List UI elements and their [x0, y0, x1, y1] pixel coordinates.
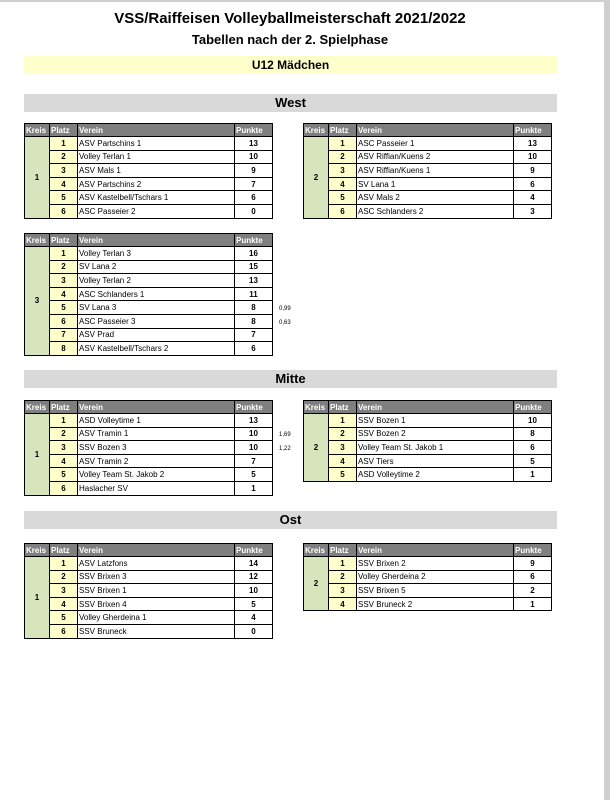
column-header-verein: Verein [357, 124, 514, 137]
column-header-kreis: Kreis [25, 401, 50, 414]
verein-cell: SSV Brixen 1 [78, 584, 235, 598]
table-row [304, 137, 552, 151]
column-header-platz: Platz [50, 234, 78, 247]
verein-cell: ASV Kastelbell/Tschars 1 [78, 191, 235, 205]
verein-cell: SSV Bozen 1 [357, 414, 514, 428]
tiebreak-note: 1,69 [279, 432, 291, 438]
punkte-cell: 8 [235, 301, 273, 315]
platz-cell: 6 [50, 314, 78, 328]
punkte-cell: 0 [235, 624, 273, 638]
platz-cell: 2 [50, 427, 78, 441]
table-row [304, 191, 552, 205]
punkte-cell: 16 [235, 247, 273, 261]
table-row [304, 454, 552, 468]
platz-cell: 4 [329, 597, 357, 611]
punkte-cell: 10 [514, 414, 552, 428]
column-header-verein: Verein [78, 401, 235, 414]
platz-cell: 5 [50, 301, 78, 315]
platz-cell: 5 [50, 468, 78, 482]
punkte-cell: 9 [235, 164, 273, 178]
platz-cell: 4 [50, 177, 78, 191]
punkte-cell: 13 [235, 137, 273, 151]
table-row [304, 597, 552, 611]
verein-cell: SSV Brixen 2 [357, 557, 514, 571]
kreis-cell: 1 [25, 557, 50, 639]
column-header-platz: Platz [50, 401, 78, 414]
table-row [304, 150, 552, 164]
verein-cell: SV Lana 1 [357, 177, 514, 191]
punkte-cell: 6 [514, 441, 552, 455]
table-header-row [25, 401, 273, 414]
platz-cell: 1 [50, 557, 78, 571]
region-header-west: West [24, 94, 557, 112]
verein-cell: ASV Riffian/Kuens 2 [357, 150, 514, 164]
standings-table [24, 543, 273, 639]
table-row [25, 441, 273, 455]
verein-cell: SSV Bruneck 2 [357, 597, 514, 611]
verein-cell: SSV Bozen 3 [78, 441, 235, 455]
platz-cell: 3 [50, 164, 78, 178]
platz-cell: 1 [329, 414, 357, 428]
table-row [304, 441, 552, 455]
table-row [25, 150, 273, 164]
kreis-cell: 1 [25, 137, 50, 219]
table-row [25, 314, 273, 328]
punkte-cell: 1 [514, 597, 552, 611]
standings-table [303, 543, 552, 611]
platz-cell: 1 [329, 137, 357, 151]
table-row [304, 584, 552, 598]
verein-cell: Volley Terlan 2 [78, 274, 235, 288]
page-title: VSS/Raiffeisen Volleyballmeisterschaft 2021/2022 [114, 10, 466, 27]
column-header-punkte: Punkte [235, 234, 273, 247]
verein-cell: ASC Passeier 2 [78, 204, 235, 218]
platz-cell: 3 [50, 441, 78, 455]
column-header-kreis: Kreis [25, 234, 50, 247]
table-header-row [304, 124, 552, 137]
column-header-platz: Platz [50, 544, 78, 557]
platz-cell: 2 [329, 570, 357, 584]
table-row [25, 260, 273, 274]
table-row [25, 454, 273, 468]
punkte-cell: 5 [235, 468, 273, 482]
table-row [25, 164, 273, 178]
column-header-platz: Platz [329, 544, 357, 557]
column-header-verein: Verein [78, 234, 235, 247]
punkte-cell: 1 [514, 468, 552, 482]
punkte-cell: 6 [514, 177, 552, 191]
column-header-punkte: Punkte [235, 544, 273, 557]
table-row [25, 342, 273, 356]
column-header-kreis: Kreis [25, 124, 50, 137]
punkte-cell: 4 [235, 611, 273, 625]
column-header-punkte: Punkte [514, 544, 552, 557]
table-header-row [304, 544, 552, 557]
verein-cell: Volley Team St. Jakob 1 [357, 441, 514, 455]
punkte-cell: 7 [235, 454, 273, 468]
verein-cell: SV Lana 2 [78, 260, 235, 274]
page-top-border [0, 0, 610, 2]
platz-cell: 6 [329, 204, 357, 218]
punkte-cell: 8 [235, 314, 273, 328]
platz-cell: 7 [50, 328, 78, 342]
column-header-punkte: Punkte [235, 401, 273, 414]
verein-cell: ASV Prad [78, 328, 235, 342]
punkte-cell: 5 [514, 454, 552, 468]
column-header-kreis: Kreis [304, 401, 329, 414]
punkte-cell: 1 [235, 481, 273, 495]
category-banner: U12 Mädchen [24, 56, 557, 74]
verein-cell: SSV Brixen 4 [78, 597, 235, 611]
platz-cell: 6 [50, 204, 78, 218]
column-header-kreis: Kreis [304, 124, 329, 137]
verein-cell: Haslacher SV [78, 481, 235, 495]
tiebreak-note: 1,22 [279, 446, 291, 452]
table-row [25, 468, 273, 482]
standings-table [24, 233, 273, 356]
punkte-cell: 14 [235, 557, 273, 571]
verein-cell: SSV Brixen 5 [357, 584, 514, 598]
punkte-cell: 4 [514, 191, 552, 205]
punkte-cell: 10 [235, 441, 273, 455]
platz-cell: 2 [50, 570, 78, 584]
punkte-cell: 10 [235, 584, 273, 598]
table-row [25, 247, 273, 261]
column-header-platz: Platz [329, 124, 357, 137]
region-header-ost: Ost [24, 511, 557, 529]
punkte-cell: 15 [235, 260, 273, 274]
punkte-cell: 0 [235, 204, 273, 218]
verein-cell: ASV Mals 2 [357, 191, 514, 205]
punkte-cell: 5 [235, 597, 273, 611]
kreis-cell: 3 [25, 247, 50, 356]
platz-cell: 4 [329, 454, 357, 468]
verein-cell: Volley Gherdeina 2 [357, 570, 514, 584]
platz-cell: 5 [50, 611, 78, 625]
platz-cell: 4 [329, 177, 357, 191]
table-row [304, 204, 552, 218]
column-header-verein: Verein [78, 544, 235, 557]
table-row [304, 557, 552, 571]
table-header-row [25, 234, 273, 247]
platz-cell: 3 [329, 584, 357, 598]
platz-cell: 4 [50, 287, 78, 301]
platz-cell: 2 [329, 427, 357, 441]
verein-cell: ASV Latzfons [78, 557, 235, 571]
verein-cell: SV Lana 3 [78, 301, 235, 315]
table-row [25, 328, 273, 342]
kreis-cell: 2 [304, 137, 329, 219]
verein-cell: Volley Team St. Jakob 2 [78, 468, 235, 482]
verein-cell: ASV Tramin 2 [78, 454, 235, 468]
column-header-platz: Platz [50, 124, 78, 137]
punkte-cell: 13 [514, 137, 552, 151]
column-header-verein: Verein [357, 544, 514, 557]
table-row [25, 611, 273, 625]
table-row [25, 427, 273, 441]
verein-cell: Volley Gherdeina 1 [78, 611, 235, 625]
column-header-verein: Verein [78, 124, 235, 137]
table-row [25, 191, 273, 205]
table-header-row [25, 124, 273, 137]
punkte-cell: 6 [514, 570, 552, 584]
table-row [25, 557, 273, 571]
platz-cell: 6 [50, 624, 78, 638]
punkte-cell: 13 [235, 414, 273, 428]
table-row [25, 414, 273, 428]
platz-cell: 1 [50, 247, 78, 261]
verein-cell: ASV Partschins 2 [78, 177, 235, 191]
column-header-punkte: Punkte [235, 124, 273, 137]
punkte-cell: 10 [514, 150, 552, 164]
column-header-punkte: Punkte [514, 401, 552, 414]
platz-cell: 5 [50, 191, 78, 205]
punkte-cell: 3 [514, 204, 552, 218]
table-row [25, 274, 273, 288]
table-row [304, 570, 552, 584]
platz-cell: 3 [329, 441, 357, 455]
table-header-row [25, 544, 273, 557]
verein-cell: ASV Kastelbell/Tschars 2 [78, 342, 235, 356]
table-row [25, 137, 273, 151]
platz-cell: 5 [329, 191, 357, 205]
punkte-cell: 6 [235, 342, 273, 356]
standings-table [303, 123, 552, 219]
platz-cell: 1 [50, 414, 78, 428]
verein-cell: ASD Volleytime 2 [357, 468, 514, 482]
table-row [304, 164, 552, 178]
platz-cell: 2 [50, 150, 78, 164]
platz-cell: 3 [329, 164, 357, 178]
table-row [25, 204, 273, 218]
platz-cell: 2 [329, 150, 357, 164]
table-row [25, 287, 273, 301]
column-header-platz: Platz [329, 401, 357, 414]
table-row [304, 177, 552, 191]
standings-table [24, 400, 273, 496]
punkte-cell: 9 [514, 164, 552, 178]
punkte-cell: 6 [235, 191, 273, 205]
punkte-cell: 7 [235, 328, 273, 342]
verein-cell: ASV Riffian/Kuens 1 [357, 164, 514, 178]
table-row [25, 177, 273, 191]
punkte-cell: 9 [514, 557, 552, 571]
platz-cell: 3 [50, 584, 78, 598]
table-row [25, 624, 273, 638]
verein-cell: ASV Tramin 1 [78, 427, 235, 441]
punkte-cell: 7 [235, 177, 273, 191]
column-header-verein: Verein [357, 401, 514, 414]
verein-cell: ASC Passeier 3 [78, 314, 235, 328]
verein-cell: ASC Schlanders 1 [78, 287, 235, 301]
table-row [25, 597, 273, 611]
page-subtitle: Tabellen nach der 2. Spielphase [191, 32, 389, 47]
platz-cell: 1 [329, 557, 357, 571]
punkte-cell: 8 [514, 427, 552, 441]
kreis-cell: 1 [25, 414, 50, 496]
kreis-cell: 2 [304, 414, 329, 482]
table-row [304, 414, 552, 428]
platz-cell: 8 [50, 342, 78, 356]
table-row [25, 584, 273, 598]
table-row [25, 301, 273, 315]
verein-cell: ASC Passeier 1 [357, 137, 514, 151]
tiebreak-note: 0,63 [279, 320, 291, 326]
tiebreak-note: 0,99 [279, 306, 291, 312]
platz-cell: 4 [50, 454, 78, 468]
standings-table [303, 400, 552, 482]
region-header-mitte: Mitte [24, 370, 557, 388]
column-header-punkte: Punkte [514, 124, 552, 137]
verein-cell: Volley Terlan 3 [78, 247, 235, 261]
standings-table [24, 123, 273, 219]
kreis-cell: 2 [304, 557, 329, 611]
verein-cell: SSV Brixen 3 [78, 570, 235, 584]
table-row [304, 427, 552, 441]
verein-cell: ASV Partschins 1 [78, 137, 235, 151]
table-row [25, 481, 273, 495]
platz-cell: 6 [50, 481, 78, 495]
platz-cell: 4 [50, 597, 78, 611]
platz-cell: 1 [50, 137, 78, 151]
verein-cell: ASV Mals 1 [78, 164, 235, 178]
verein-cell: ASD Volleytime 1 [78, 414, 235, 428]
table-row [304, 468, 552, 482]
verein-cell: SSV Bozen 2 [357, 427, 514, 441]
verein-cell: ASV Tiers [357, 454, 514, 468]
platz-cell: 2 [50, 260, 78, 274]
table-header-row [304, 401, 552, 414]
column-header-kreis: Kreis [25, 544, 50, 557]
punkte-cell: 12 [235, 570, 273, 584]
punkte-cell: 13 [235, 274, 273, 288]
punkte-cell: 2 [514, 584, 552, 598]
platz-cell: 5 [329, 468, 357, 482]
platz-cell: 3 [50, 274, 78, 288]
verein-cell: ASC Schlanders 2 [357, 204, 514, 218]
verein-cell: SSV Bruneck [78, 624, 235, 638]
page-right-border [604, 0, 610, 800]
verein-cell: Volley Terlan 1 [78, 150, 235, 164]
table-row [25, 570, 273, 584]
column-header-kreis: Kreis [304, 544, 329, 557]
punkte-cell: 10 [235, 427, 273, 441]
punkte-cell: 11 [235, 287, 273, 301]
punkte-cell: 10 [235, 150, 273, 164]
